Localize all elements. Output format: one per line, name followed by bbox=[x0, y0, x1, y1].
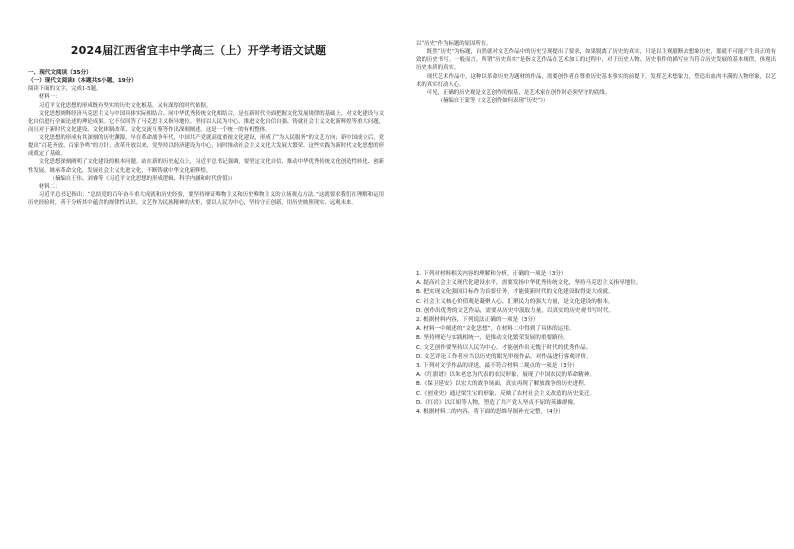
question-stem: 3. 下列对文学作品的评述，最不符合材料二观点的一项是（3分） bbox=[416, 363, 578, 370]
answer-option[interactable]: D.《红岩》以江姐等人物，塑造了共产党人坚贞不屈的英雄群像。 bbox=[416, 399, 579, 406]
paragraph: 现代艺术作品中，这种以革命历史为题材的作品，需要创作者在尊重历史基本事实的前提下，发挥艺术想象力，塑造出血肉丰满的人物形象，以艺术的真实打动人心。 bbox=[416, 73, 776, 88]
answer-option[interactable]: D. 创作出优秀的文艺作品，需要从历史中汲取力量，以真实的历史观书写时代。 bbox=[416, 307, 615, 314]
section-heading: 一、现代文阅读（35分） bbox=[28, 70, 92, 76]
paragraph: 文化思想阐释经济马克思主义与中国具体实际相结合、同中华优秀传统文化相结合，是在新时代全面把握文化发展规律的基础上，对文化建设与文化自信进行全面论述的理论成果。它不仅回答了马克思主义指导地位、坚持以人民为中心、推进文化自信自强、铸就社会主义文化新辉煌等重大问题，而且对于新时代文化建设、文化体制改革、文化交流互鉴等作出深刻阐述。这是一个统一的有机整体。 bbox=[28, 110, 384, 133]
answer-option[interactable]: C. 文艺创作要坚持以人民为中心，才能创作出无愧于时代的优秀作品。 bbox=[416, 344, 592, 351]
instruction-text: 阅读下面的文字，完成1-5题。 bbox=[28, 86, 102, 93]
answer-option[interactable]: B.《保卫延安》以宏大的战争场面，真实再现了解放战争的历史进程。 bbox=[416, 381, 590, 388]
answer-option[interactable]: B. 坚持理论与实践相统一，是推动文化繁荣发展的重要路径。 bbox=[416, 335, 569, 342]
answer-option[interactable]: B. 把实现文化强国目标作为首要任务，才能使新时代的文化建设取得更大成就。 bbox=[416, 289, 614, 296]
question-stem: 2. 根据材料内容，下列说法正确的一项是（3分） bbox=[416, 317, 539, 324]
answer-option[interactable]: C.《创业史》通过梁生宝的形象，反映了农村社会主义改造的历史变迁。 bbox=[416, 390, 596, 397]
left-column bbox=[28, 69, 384, 207]
source-citation: （摘编自王蒙等《文艺创作如何表现“历史”》） bbox=[437, 97, 549, 104]
answer-option[interactable]: A. 材料一中阐述的“文化思想”，在材料二中得到了具体的运用。 bbox=[416, 326, 575, 333]
paragraph: 文化思想的形成有其深刻的历史渊源。早在革命战争年代，中国共产党就高度重视文化建设，形成了“为人民服务”的文艺方向；新中国成立后，党提出“百花齐放、百家争鸣”的方针；改革开放以来，党坚持以经济建设为中心，同时推动社会主义文化大发展大繁荣。这些实践为新时代文化思想的形成奠定了基础。 bbox=[28, 135, 384, 158]
paragraph: 以“历史”作为标题的原因所在。 bbox=[416, 41, 492, 47]
paragraph: 可见，正确的历史观是文艺创作的根基，是艺术家在创作时必须坚守的底线。 bbox=[426, 89, 611, 96]
question-stem: 1. 下列对材料相关内容的理解和分析，正确的一项是（3分） bbox=[416, 271, 567, 277]
answer-option[interactable]: D. 文艺评论工作者应当以历史的眼光审视作品，对作品进行客观评价。 bbox=[416, 353, 592, 360]
right-column bbox=[416, 40, 776, 105]
material-label: 材料一： bbox=[38, 94, 61, 101]
paragraph: 习近平文化思想的形成既有坚实的历史文化根基，又有深厚的时代依据。 bbox=[38, 102, 212, 109]
answer-option[interactable]: A.《红旗谱》以朱老忠为代表的农民形象，展现了中国农民的革命精神。 bbox=[416, 372, 595, 379]
answer-option[interactable]: C. 社会主义核心价值观是凝聚人心、汇聚民力的强大力量，是文化建设的根本。 bbox=[416, 298, 614, 305]
source-citation: （摘编自王伟、刘睿等《习近平文化思想的形成逻辑、科学内涵和时代价值》） bbox=[49, 175, 236, 182]
subsection-heading: （一）现代文阅读Ⅰ（本题共5小题，19分） bbox=[28, 78, 137, 85]
paragraph: 习近平总书记指出：“总结党的百年奋斗重大成就和历史经验，要坚持辩证唯物主义和历史唯物主义的立场观点方法。”这就要求我们在理解和运用历史经验时，善于分析其中蕴含的规律性认识。文艺作为民族精神的火炬，要以人民为中心，坚持守正创新，用历史映照现实、远观未来。 bbox=[28, 191, 384, 206]
questions-block bbox=[416, 270, 776, 417]
exam-title: 2024届江西省宜丰中学高三（上）开学考语文试题 bbox=[70, 44, 327, 57]
paragraph: 文化思想深刻阐明了文化建设的根本问题。站在新的历史起点上，习近平总书记强调，要坚定文化自信，推动中华优秀传统文化创造性转化、创新性发展，继承革命文化，发展社会主义先进文化，不断铸就中华文化新辉煌。 bbox=[28, 159, 384, 174]
answer-option[interactable]: A. 提高社会主义现代化建设水平，需要发扬中华优秀传统文化，坚持马克思主义指导地位。 bbox=[416, 280, 642, 287]
paragraph: 既然“历史”为标题，自然就对文艺作品中的历史呈现提出了要求，如果脱离了历史的真实，只是以主观臆断去想象历史，那就不可能产生真正的有效的历史书写。一般而言，所谓“历史真实”是指文艺作品在艺术加工的过程中，对于历史人物、历史事件的描写应当符合历史发展的基本规律，体现出历史本质的真实。 bbox=[416, 49, 776, 72]
question-stem: 4. 根据材料二的内容，将下面的思维导图补充完整。（4分） bbox=[416, 409, 564, 416]
material-label: 材料二： bbox=[38, 183, 61, 190]
